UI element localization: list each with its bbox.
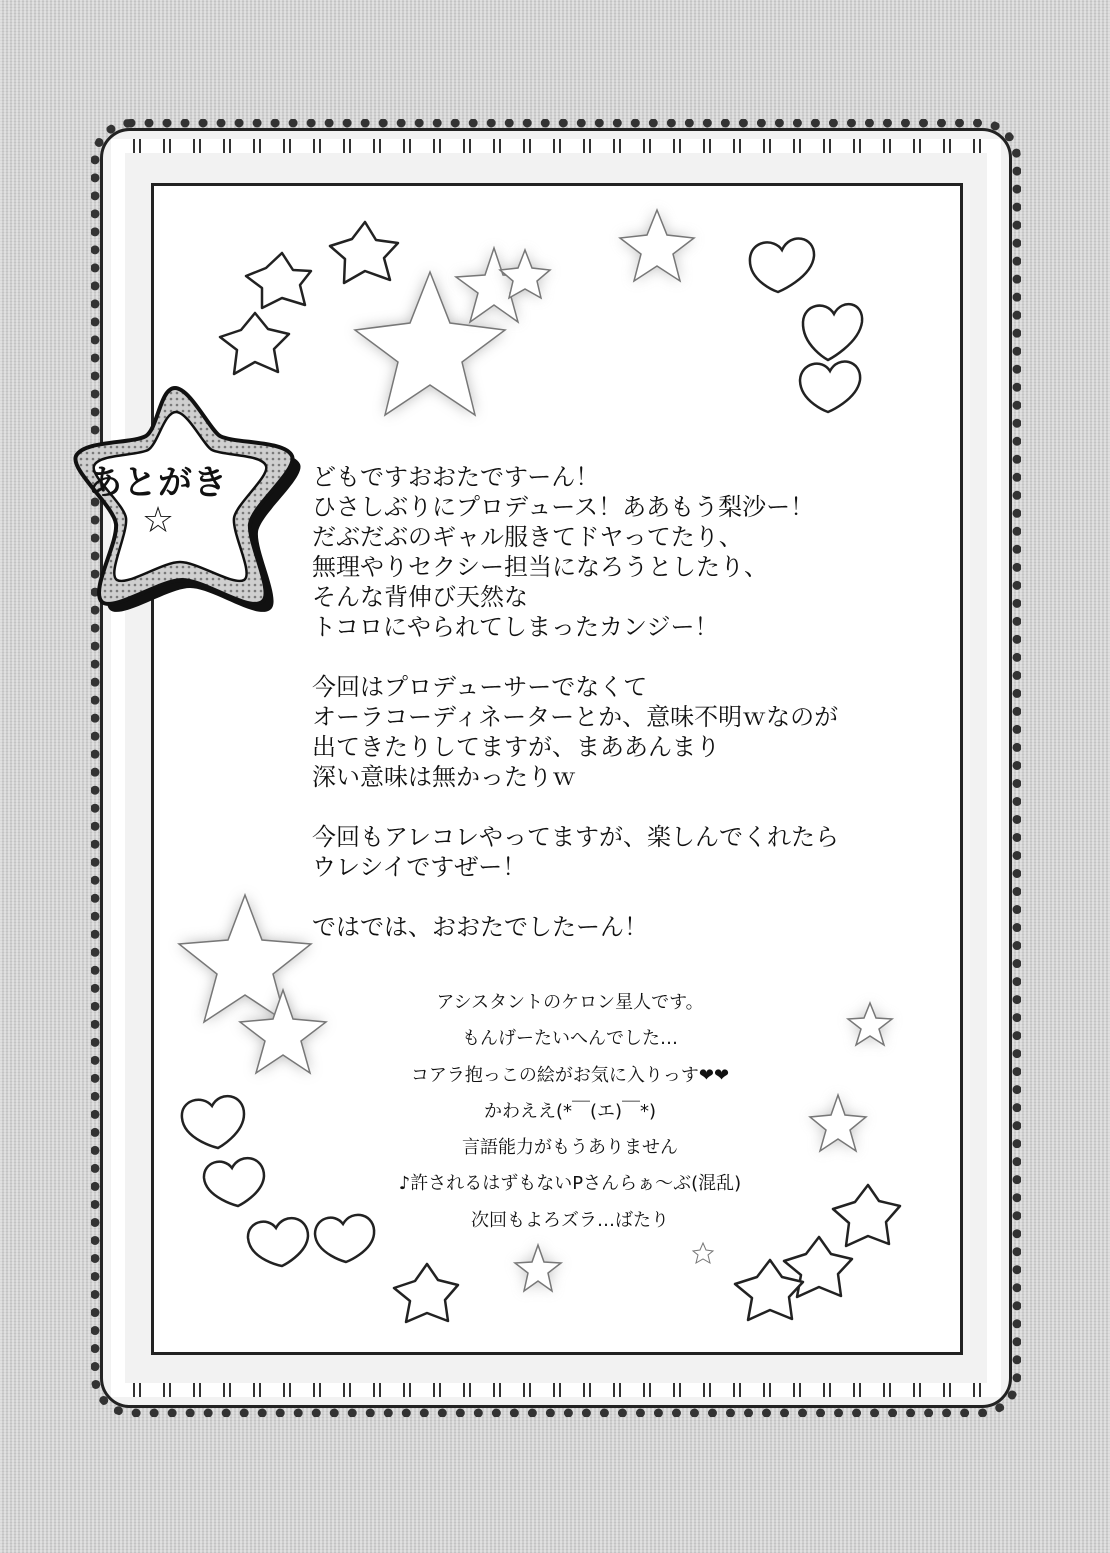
body-line: ひさしぶりにプロデュース！ああもう梨沙ー！ bbox=[312, 493, 815, 521]
note-line: コアラ抱っこの絵がお気に入りっす❤❤ bbox=[410, 1064, 730, 1086]
body-line: 今回はプロデューサーでなくて bbox=[312, 673, 648, 701]
note-line: かわええ(*￣(エ)￣*) bbox=[483, 1100, 657, 1122]
note-line: 次回もよろズラ…ばたり bbox=[471, 1209, 669, 1231]
note-line: ♪許されるはずもないPさんらぁ～ぶ(混乱) bbox=[398, 1173, 742, 1195]
sparkle-star-icon bbox=[693, 1243, 713, 1263]
body-line: どもですおおたですーん！ bbox=[312, 463, 600, 491]
star-icon bbox=[330, 222, 398, 283]
sparkle-star-icon bbox=[620, 210, 694, 281]
page-title: あとがき bbox=[88, 463, 228, 503]
paragraph bbox=[312, 672, 912, 792]
heart-icon bbox=[248, 1218, 308, 1266]
paragraph bbox=[312, 912, 912, 942]
sparkle-star-icon bbox=[515, 1245, 561, 1291]
body-line: 今回もアレコレやってますが、楽しんでくれたら bbox=[312, 823, 840, 851]
body-line: そんな背伸び天然な bbox=[312, 583, 528, 611]
heart-icon bbox=[803, 304, 862, 360]
sparkle-star-icon bbox=[179, 895, 311, 1022]
note-line: もんげーたいへんでした… bbox=[462, 1028, 678, 1050]
afterword-body bbox=[312, 462, 912, 972]
heart-icon bbox=[800, 361, 860, 412]
sparkle-star-icon bbox=[810, 1095, 866, 1151]
note-line: 言語能力がもうありません bbox=[462, 1137, 678, 1159]
body-line: 深い意味は無かったりｗ bbox=[312, 763, 576, 791]
body-line: オーラコーディネーターとか、意味不明ｗなのが bbox=[312, 703, 839, 731]
sparkle-star-icon bbox=[240, 990, 326, 1073]
sparkle-star-icon bbox=[848, 1003, 892, 1045]
heart-icon bbox=[182, 1096, 244, 1148]
star-icon bbox=[220, 313, 289, 374]
body-line: だぶだぶのギャル服きてドヤってたり、 bbox=[312, 523, 743, 551]
heart-icon bbox=[750, 239, 814, 292]
paragraph bbox=[312, 462, 912, 642]
assistant-note bbox=[330, 985, 810, 1239]
star-icon bbox=[833, 1185, 900, 1246]
note-line: アシスタントのケロン星人です。 bbox=[436, 992, 704, 1013]
title-star-glyph: ☆ bbox=[141, 500, 175, 541]
star-icon bbox=[246, 253, 311, 308]
body-line: ではでは、おおたでしたーん！ bbox=[312, 913, 648, 941]
body-line: トコロにやられてしまったカンジー！ bbox=[312, 613, 719, 641]
paragraph bbox=[312, 822, 912, 882]
body-line: 出てきたりしてますが、まああんまり bbox=[312, 733, 720, 761]
body-line: 無理やりセクシー担当になろうとしたり、 bbox=[312, 553, 768, 581]
star-icon bbox=[394, 1264, 458, 1322]
heart-icon bbox=[204, 1158, 264, 1206]
body-line: ウレシイですぜー！ bbox=[312, 853, 527, 881]
